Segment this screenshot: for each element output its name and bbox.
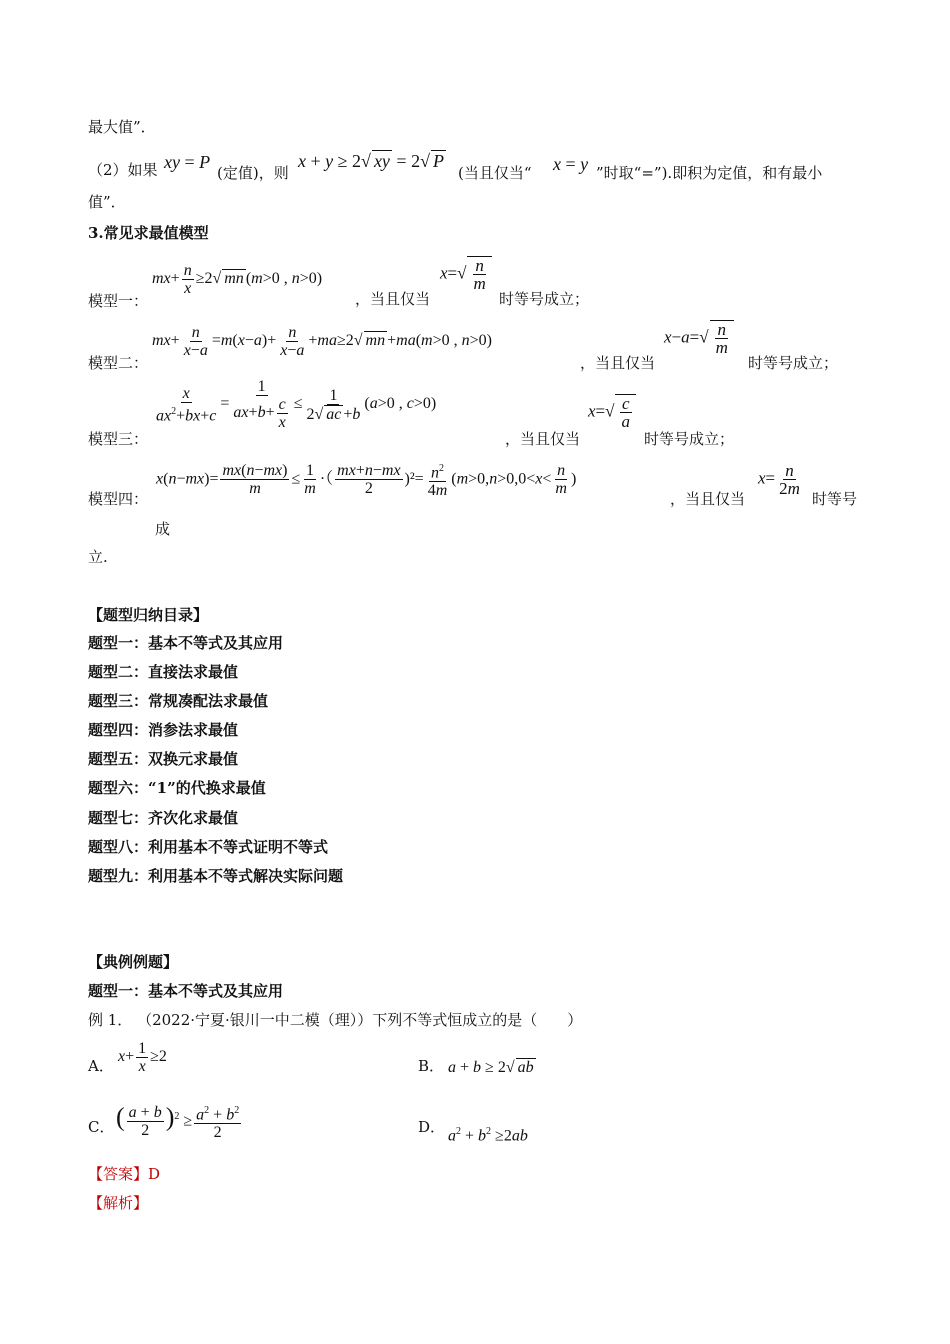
example-type-1: 题型一：基本不等式及其应用: [88, 982, 284, 1000]
model-1-label: 模型一：: [88, 292, 149, 310]
intro-fixed: (定值)，则: [217, 164, 289, 182]
option-b-label[interactable]: B．: [418, 1057, 445, 1075]
model-1-equality: x=√ $\frac{n}{m}$: [440, 256, 492, 292]
catalog-item-7: 题型七：齐次化求最值: [88, 809, 239, 827]
model-3-cond: ，当且仅当: [505, 430, 581, 448]
model-4-cond: ，当且仅当: [670, 490, 746, 508]
model-1-cond: ，当且仅当: [355, 290, 431, 308]
example-1-text: （2022·宁夏·银川一中二模（理））下列不等式恒成立的是（ ）: [137, 1011, 583, 1029]
option-b-formula[interactable]: a + b ≥ 2√ ab: [448, 1059, 534, 1076]
model-4-label: 模型四：: [88, 490, 149, 508]
catalog-item-5: 题型五：双换元求最值: [88, 750, 239, 768]
option-c-label[interactable]: C．: [88, 1118, 115, 1136]
intro-line-2: [88, 160, 158, 180]
catalog-item-1: 题型一：基本不等式及其应用: [88, 634, 284, 652]
model-2-tail: 时等号成立；: [748, 354, 839, 372]
option-a-label[interactable]: A．: [88, 1057, 114, 1075]
catalog-item-8: 题型八：利用基本不等式证明不等式: [88, 838, 329, 856]
model-2-equality: x−a=√ $\frac{n}{m}$: [664, 320, 734, 356]
formula-x-eq-y: x = y: [553, 154, 589, 174]
model-2-cond: ，当且仅当: [580, 354, 656, 372]
option-c-formula[interactable]: ( $\frac{a + b}{2}$ )$^2$ ≥ $\frac{a^2 + b^2}{2}$: [116, 1102, 240, 1142]
catalog-title: 【题型归纳目录】: [88, 606, 209, 624]
model-4-formula: x(n−mx)= $\frac{mx(n-mx)}{m}$ ≤ $\frac{1}{m}$ ·（ $\frac{mx+n-mx}{2}$ )²= $\frac{n^2}{4m}$ (m>0,n>0,0<x< $\frac{n}{m}$ ): [156, 460, 576, 499]
model-3-label: 模型三：: [88, 430, 149, 448]
model-4-wrap-1: 成: [155, 520, 171, 538]
intro-cond-open: (当且仅当“: [458, 164, 532, 182]
catalog-item-2: 题型二：直接法求最值: [88, 663, 239, 681]
option-d-formula[interactable]: $a^2 + b^2 \ge 2ab$: [448, 1126, 528, 1145]
option-a-formula[interactable]: x+ $\frac{1}{x}$ ≥2: [118, 1040, 167, 1075]
catalog-item-4: 题型四：消参法求最值: [88, 721, 239, 739]
analysis-line: 【解析】: [88, 1194, 149, 1212]
intro-line-3: 值”．: [88, 193, 126, 211]
intro-cond-close: ”时取“=”).即积为定值，和有最小: [596, 164, 823, 182]
example-1-question: [88, 1010, 582, 1030]
example-1-label: 例 1．: [88, 1011, 133, 1029]
model-4-wrap-2: 立.: [88, 548, 108, 566]
model-1-formula: mx+ $\frac{n}{x}$ ≥2√ mn (m>0 , n>0): [152, 262, 323, 297]
intro-line-1: 最大值”．: [88, 118, 156, 136]
model-4-tail: 时等号: [812, 490, 858, 508]
model-3-equality: x=√ $\frac{c}{a}$: [588, 394, 636, 430]
model-2-formula: mx+ $\frac{n}{x-a}$ =m(x−a)+ $\frac{n}{x-a}$ +ma≥2√ mn +ma(m>0 , n>0): [152, 324, 492, 359]
formula-xy-eq-p: xy = P: [164, 152, 211, 172]
section-3-title: 3.常见求最值模型: [88, 224, 209, 242]
model-3-tail: 时等号成立；: [644, 430, 735, 448]
formula-amgm-sum: x + y ≥ 2√ xy = 2√ P: [298, 151, 444, 171]
answer-line: 【答案】D: [88, 1165, 161, 1183]
catalog-item-9: 题型九：利用基本不等式解决实际问题: [88, 867, 344, 885]
catalog-item-6: 题型六：“1”的代换求最值: [88, 779, 266, 797]
examples-title: 【典例例题】: [88, 953, 179, 971]
model-4-equality: x= $\frac{n}{2m}$: [758, 461, 800, 498]
option-d-label[interactable]: D．: [418, 1118, 446, 1136]
model-3-formula: $\frac{x}{ax^2+bx+c}$ = 1 ax+b+ $\frac{c}{x}$ ≤ $\frac{1}{2√ ac +b}$ (a>0 , c>0): [156, 378, 437, 431]
model-2-label: 模型二：: [88, 354, 149, 372]
catalog-item-3: 题型三：常规凑配法求最值: [88, 692, 269, 710]
model-1-tail: 时等号成立；: [499, 290, 590, 308]
intro-prefix: （2）如果: [88, 161, 158, 179]
